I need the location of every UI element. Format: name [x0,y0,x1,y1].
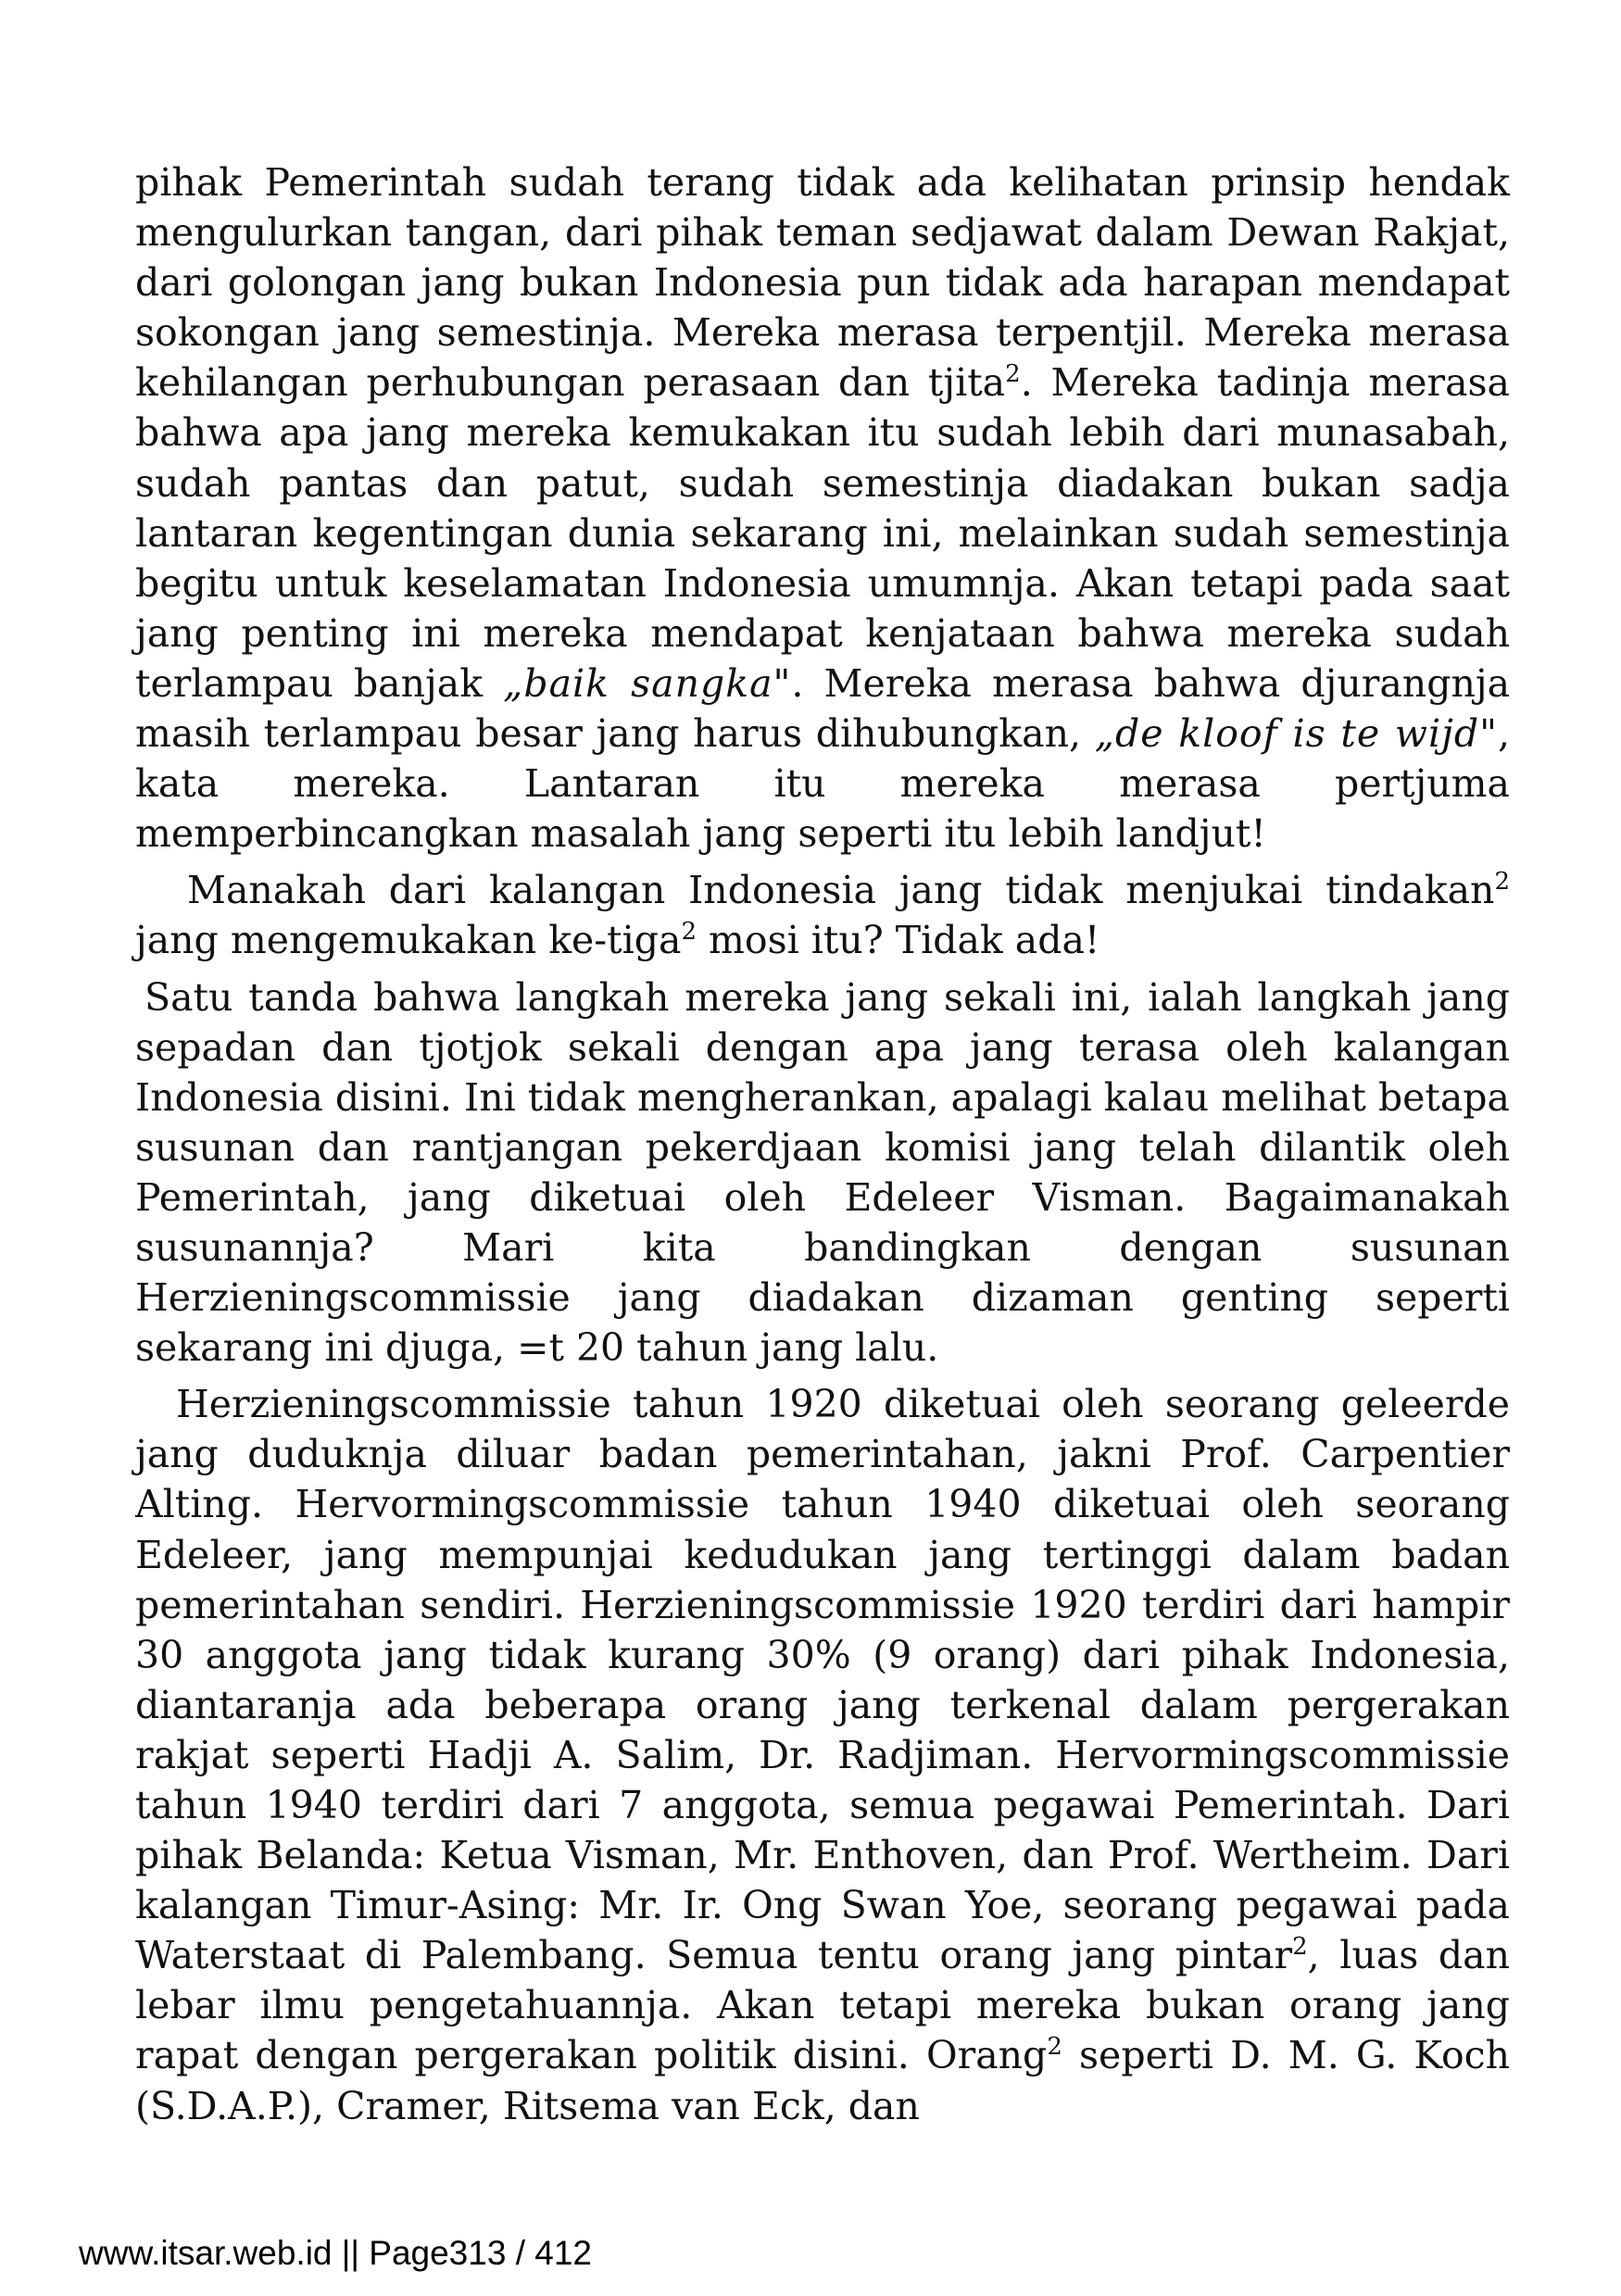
superscript-2: 2 [1047,2033,1062,2062]
paragraph-2: Manakah dari kalangan Indonesia jang tidak menjukai tindakan$^2$ jang mengemukakan ke-tiga$^2$ mosi itu? Tidak ada! [135,868,1510,963]
italic-quote: „baik sangka" [503,660,792,706]
superscript-2: 2 [1292,1933,1308,1962]
superscript-2: 2 [1005,360,1021,389]
italic-quote: „de kloof is te wijd" [1094,711,1498,757]
paragraph-3: Satu tanda bahwa langkah mereka jang sekali ini, ialah langkah jang sepadan dan tjotjok sekali dengan apa jang terasa oleh kalangan Indonesia disini. Ini tidak mengherankan, apalagi kalau melihat betapa susunan dan rantjangan pekerdjaan komisi jang telah dilantik oleh Pemerintah, jang diketuai oleh Edeleer Visman. Bagaimanakah susunannja? Mari kita bandingkan dengan susunan Herzieningscommissie jang diadakan dizaman genting seperti sekarang ini djuga, =t 20 tahun jang lalu. [135,974,1510,1371]
superscript-2: 2 [1494,868,1510,897]
paragraph-4: Herzieningscommissie tahun 1920 diketuai oleh seorang geleerde jang duduknja diluar badan pemerintahan, jakni Prof. Carpentier Alting. Hervormingscommissie tahun 1940 diketuai oleh seorang Edeleer, jang mempunjai kedudukan jang tertinggi dalam badan pemerintahan sendiri. Herzieningscommissie 1920 terdiri dari hampir 30 anggota jang tidak kurang 30% (9 orang) dari pihak Indonesia, diantaranja ada beberapa orang jang terkenal dalam pergerakan rakjat seperti Hadji A. Salim, Dr. Radjiman. Hervormingscommissie tahun 1940 terdiri dari 7 anggota, semua pegawai Pemerintah. Dari pihak Belanda: Ketua Visman, Mr. Enthoven, dan Prof. Wertheim. Dari kalangan Timur-Asing: Mr. Ir. Ong Swan Yoe, seorang pegawai pada Waterstaat di Palembang. Semua tentu orang jang pintar$^2$, luas dan lebar ilmu pengetahuannja. Akan tetapi mereka bukan orang jang rapat dengan pergerakan politik disini. Orang$^2$ seperti D. M. G. Koch (S.D.A.P.), Cramer, Ritsema van Eck, dan [135,1382,1510,2128]
superscript-2: 2 [681,918,697,947]
page-footer: www.itsar.web.id || Page313 / 412 [79,2234,592,2272]
paragraph-1: pihak Pemerintah sudah terang tidak ada kelihatan prinsip hendak mengulurkan tangan, dari pihak teman sedjawat dalam Dewan Rakjat, dari golongan jang bukan Indonesia pun tidak ada harapan mendapat sokongan jang semestinja. Mereka merasa terpentjil. Mereka merasa kehilangan perhubungan perasaan dan tjita$^2$. Mereka tadinja merasa bahwa apa jang mereka kemukakan itu sudah lebih dari munasabah, sudah pantas dan patut, sudah semestinja diadakan bukan sadja lantaran kegentingan dunia sekarang ini, melainkan sudah semestinja begitu untuk keselamatan Indonesia umumnja. Akan tetapi pada saat jang penting ini mereka mendapat kenjataan bahwa mereka sudah terlampau banjak „baik sangka". Mereka merasa bahwa djurangnja masih terlampau besar jang harus dihubungkan, „de kloof is te wijd", kata mereka. Lantaran itu mereka merasa pertjuma memperbincangkan masalah jang seperti itu lebih landjut! [135,160,1511,857]
page-body [135,157,1510,2131]
